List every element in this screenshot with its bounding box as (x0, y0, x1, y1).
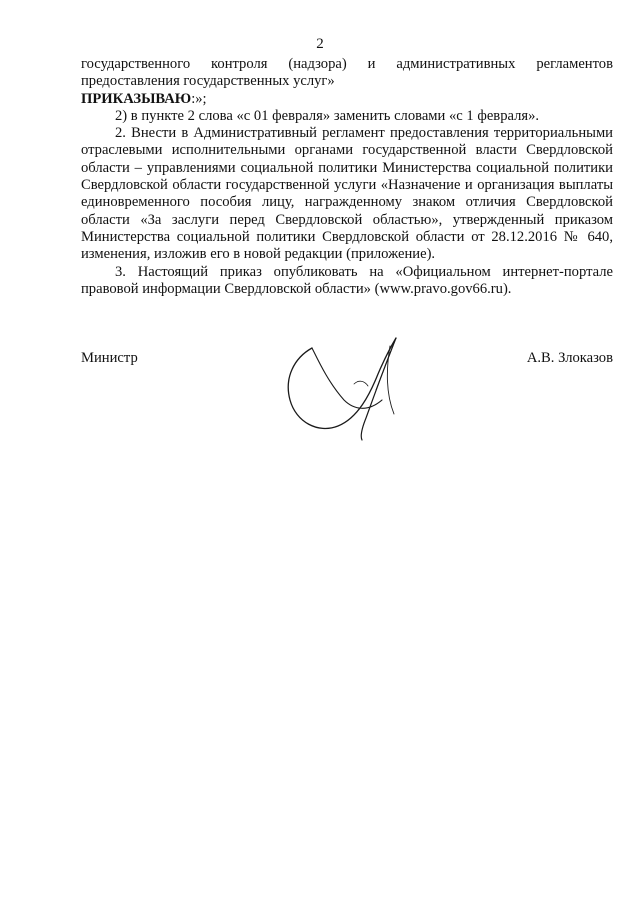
signer-position: Министр (81, 350, 138, 366)
orders-suffix: :»; (191, 90, 207, 107)
item-2-paragraph: 2) в пункте 2 слова «с 01 февраля» заменить словами «с 1 февраля». (115, 107, 540, 124)
handwritten-signature (272, 330, 432, 445)
orders-word: ПРИКАЗЫВАЮ (81, 90, 192, 107)
page-number: 2 (316, 36, 324, 52)
signer-name: А.В. Злоказов (526, 350, 613, 366)
document-body (81, 56, 613, 298)
paragraph-2: 2. Внести в Административный регламент предоставления территориальными отраслевыми исполнительными органами государственной власти Свердловской области – управлениями социальной политики Министерства социальной политики Свердловской области государственной услуги «Назначение и организация выплаты единовременного пособия лицу, награжденному знаком отличия Свердловской области «За заслуги перед Свердловской областью», утвержденный приказом Министерства социальной политики Свердловской области от 28.12.2016 № 640, изменения, изложив его в новой редакции (приложение). (81, 125, 613, 263)
orders-line (81, 91, 613, 108)
continuation-paragraph: государственного контроля (надзора) и административных регламентов предоставления государственных услуг» (81, 56, 613, 90)
paragraph-3: 3. Настоящий приказ опубликовать на «Официальном интернет-портале правовой информации Свердловской области» (www.pravo.gov66.ru). (81, 263, 613, 297)
